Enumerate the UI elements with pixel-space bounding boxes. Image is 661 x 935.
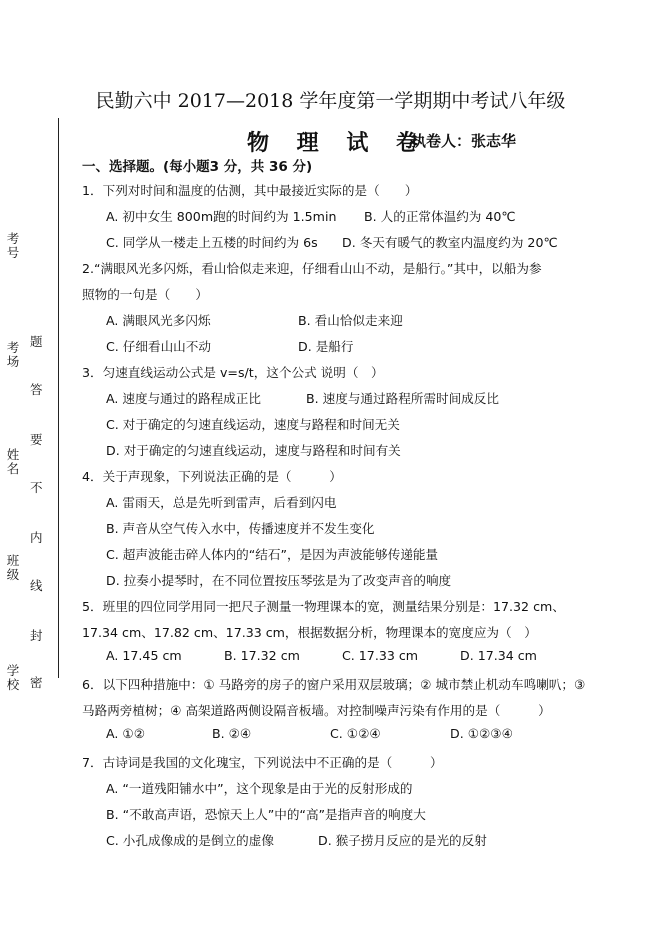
section-heading: 一、选择题。(每小题3 分，共 36 分) <box>82 159 313 175</box>
exam-title: 民勤六中 2017—2018 学年度第一学期期中考试八年级 <box>95 90 566 112</box>
question-stem: 5．班里的四位同学用同一把尺子测量一物理课本的宽，测量结果分别是：17.32 cm、 <box>82 599 565 614</box>
question-stem: 2.“满眼风光多闪烁，看山恰似走来迎，仔细看山山不动，是船行。”其中，以船为参 <box>82 261 542 276</box>
option-b: B. “不敢高声语，恐惊天上人”中的“高”是指声音的响度大 <box>106 807 426 822</box>
question-stem-cont: 照物的一句是（ ） <box>82 287 208 302</box>
option-b: B. 声音从空气传入水中，传播速度并不发生变化 <box>106 521 375 536</box>
question-stem: 6．以下四种措施中：① 马路旁的房子的窗户采用双层玻璃；② 城市禁止机动车鸣喇叭；③ <box>82 677 586 692</box>
option-d: D. 17.34 cm <box>460 648 537 663</box>
seal-char: 不 <box>30 480 43 495</box>
author-line: 执卷人：张志华 <box>411 132 517 150</box>
question-stem: 4．关于声现象，下列说法正确的是（ ） <box>82 469 342 484</box>
option-b: B. 17.32 cm <box>224 648 300 663</box>
option-a: A. 满眼风光多闪烁 <box>106 313 211 328</box>
margin-label-class: 班级 <box>6 553 20 582</box>
seal-char: 题 <box>30 334 43 349</box>
option-d: D. ①②③④ <box>450 726 513 741</box>
option-b: B. 人的正常体温约为 40℃ <box>364 209 516 224</box>
option-a: A. ①② <box>106 726 145 741</box>
option-c: C. 同学从一楼走上五楼的时间约为 6s <box>106 235 318 250</box>
option-d: D. 拉奏小提琴时，在不同位置按压琴弦是为了改变声音的响度 <box>106 573 452 588</box>
question-stem-cont: 17.34 cm、17.82 cm、17.33 cm，根据数据分析，物理课本的宽度应为（ ） <box>82 625 537 640</box>
binding-line <box>58 118 59 678</box>
seal-char: 答 <box>30 382 43 397</box>
option-a: A. 雷雨天，总是先听到雷声，后看到闪电 <box>106 495 337 510</box>
seal-char: 内 <box>30 530 43 545</box>
paper-subtitle: 物 理 试 卷 <box>247 130 428 156</box>
margin-label-exam-room: 考场 <box>6 340 20 369</box>
option-c: C. ①②④ <box>330 726 381 741</box>
seal-char: 要 <box>30 432 43 447</box>
margin-label-exam-number: 考号 <box>6 231 20 260</box>
option-a: A. 速度与通过的路程成正比 <box>106 391 261 406</box>
seal-char: 线 <box>30 578 43 593</box>
option-c: C. 17.33 cm <box>342 648 419 663</box>
seal-char: 封 <box>30 628 43 643</box>
option-a: A. “一道残阳铺水中”，这个现象是由于光的反射形成的 <box>106 781 413 796</box>
option-c: C. 仔细看山山不动 <box>106 339 211 354</box>
question-stem: 3．匀速直线运动公式是 v=s/t，这个公式 说明（ ） <box>82 365 384 380</box>
option-a: A. 初中女生 800m跑的时间约为 1.5min <box>106 209 337 224</box>
option-d: D. 是船行 <box>298 339 354 354</box>
margin-label-name: 姓名 <box>6 447 20 476</box>
option-c: C. 对于确定的匀速直线运动，速度与路程和时间无关 <box>106 417 400 432</box>
option-d: D. 猴子捞月反应的是光的反射 <box>318 833 487 848</box>
option-d: D. 对于确定的匀速直线运动，速度与路程和时间有关 <box>106 443 401 458</box>
option-a: A. 17.45 cm <box>106 648 182 663</box>
option-b: B. 看山恰似走来迎 <box>298 313 403 328</box>
question-stem: 7．古诗词是我国的文化瑰宝，下列说法中不正确的是（ ） <box>82 755 443 770</box>
option-c: C. 小孔成像成的是倒立的虚像 <box>106 833 274 848</box>
seal-char: 密 <box>30 675 43 690</box>
option-b: B. ②④ <box>212 726 252 741</box>
question-stem-cont: 马路两旁植树；④ 高架道路两侧设隔音板墙。对控制噪声污染有作用的是（ ） <box>82 703 551 718</box>
question-stem: 1．下列对时间和温度的估测，其中最接近实际的是（ ） <box>82 183 418 198</box>
option-d: D. 冬天有暖气的教室内温度约为 20℃ <box>342 235 558 250</box>
margin-label-school: 学校 <box>6 663 20 692</box>
option-c: C. 超声波能击碎人体内的“结石”，是因为声波能够传递能量 <box>106 547 439 562</box>
option-b: B. 速度与通过路程所需时间成反比 <box>306 391 499 406</box>
